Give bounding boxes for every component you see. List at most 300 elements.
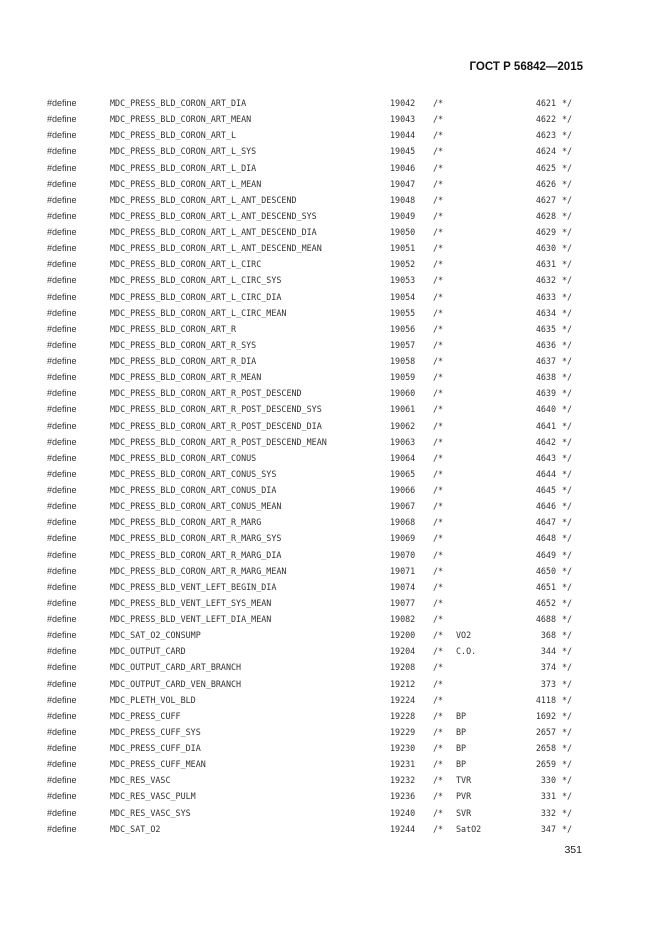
define-row bbox=[0, 176, 661, 192]
define-listing bbox=[0, 95, 661, 837]
term-code: 4624 bbox=[535, 146, 556, 157]
macro-code: 19043 bbox=[390, 114, 416, 125]
comment-open: /* bbox=[433, 791, 444, 802]
term-code: 344 bbox=[540, 646, 556, 657]
define-keyword: #define bbox=[47, 694, 77, 705]
comment-open: /* bbox=[433, 420, 444, 431]
define-row bbox=[0, 208, 661, 224]
define-keyword: #define bbox=[47, 243, 77, 254]
define-row bbox=[0, 772, 661, 788]
comment-open: /* bbox=[433, 485, 444, 495]
term-code: 4626 bbox=[535, 178, 556, 189]
define-keyword: #define bbox=[47, 775, 77, 786]
comment-close: */ bbox=[562, 323, 573, 334]
macro-name: MDC_PRESS_BLD_CORON_ART_R_MARG_MEAN bbox=[110, 565, 287, 576]
macro-name: MDC_PRESS_BLD_VENT_LEFT_DIA_MEAN bbox=[110, 614, 272, 624]
macro-name: MDC_PRESS_CUFF_MEAN bbox=[110, 759, 206, 770]
term-code: 4688 bbox=[535, 614, 556, 624]
comment-open: /* bbox=[433, 114, 444, 125]
comment-open: /* bbox=[433, 259, 444, 270]
define-keyword: #define bbox=[47, 468, 77, 479]
define-keyword: #define bbox=[47, 436, 77, 447]
macro-code: 19200 bbox=[390, 630, 416, 641]
term-code: 1692 bbox=[535, 710, 556, 721]
comment-open: /* bbox=[433, 436, 444, 447]
macro-name: MDC_PRESS_BLD_CORON_ART_R_MARG_DIA bbox=[110, 549, 282, 560]
define-keyword: #define bbox=[47, 291, 77, 302]
comment-close: */ bbox=[562, 501, 573, 512]
macro-name: MDC_PRESS_BLD_CORON_ART_DIA bbox=[110, 98, 247, 108]
macro-code: 19071 bbox=[390, 565, 416, 576]
macro-name: MDC_OUTPUT_CARD_ART_BRANCH bbox=[110, 662, 242, 673]
comment-open: /* bbox=[433, 517, 444, 528]
term-code: 4640 bbox=[535, 404, 556, 415]
macro-code: 19074 bbox=[390, 581, 416, 592]
define-row bbox=[0, 563, 661, 579]
define-row bbox=[0, 369, 661, 385]
comment-open: /* bbox=[433, 227, 444, 237]
macro-code: 19046 bbox=[390, 162, 416, 173]
define-keyword: #define bbox=[47, 710, 77, 721]
term-code: 2659 bbox=[535, 759, 556, 770]
comment-open: /* bbox=[433, 291, 444, 302]
comment-open: /* bbox=[433, 646, 444, 657]
macro-name: MDC_PRESS_BLD_CORON_ART_R_MEAN bbox=[110, 372, 262, 383]
comment-close: */ bbox=[562, 517, 573, 528]
define-keyword: #define bbox=[47, 678, 77, 689]
term-code: 4641 bbox=[535, 420, 556, 431]
comment-close: */ bbox=[562, 468, 573, 479]
comment-open: /* bbox=[433, 339, 444, 350]
comment-open: /* bbox=[433, 614, 444, 624]
define-keyword: #define bbox=[47, 356, 77, 366]
macro-code: 19050 bbox=[390, 227, 416, 237]
macro-code: 19224 bbox=[390, 694, 416, 705]
macro-name: MDC_PRESS_BLD_CORON_ART_CONUS bbox=[110, 452, 257, 463]
macro-name: MDC_PRESS_BLD_CORON_ART_L_ANT_DESCEND_SYS bbox=[110, 210, 317, 221]
define-keyword: #define bbox=[47, 323, 77, 334]
macro-name: MDC_PRESS_BLD_CORON_ART_R_DIA bbox=[110, 356, 257, 366]
term-code: 4646 bbox=[535, 501, 556, 512]
define-row bbox=[0, 272, 661, 288]
define-keyword: #define bbox=[47, 98, 77, 108]
macro-name: MDC_PRESS_BLD_CORON_ART_L_SYS bbox=[110, 146, 257, 157]
macro-name: MDC_SAT_O2 bbox=[110, 823, 161, 834]
comment-close: */ bbox=[562, 162, 573, 173]
define-keyword: #define bbox=[47, 162, 77, 173]
term-code: 4652 bbox=[535, 597, 556, 608]
term-code: 4633 bbox=[535, 291, 556, 302]
define-keyword: #define bbox=[47, 823, 77, 834]
term-code: 4629 bbox=[535, 227, 556, 237]
term-code: 4638 bbox=[535, 372, 556, 383]
macro-name: MDC_PRESS_CUFF_SYS bbox=[110, 726, 201, 737]
term-code: 4118 bbox=[535, 694, 556, 705]
comment-open: /* bbox=[433, 162, 444, 173]
define-keyword: #define bbox=[47, 404, 77, 415]
document-header: ГОСТ Р 56842—2015 bbox=[469, 61, 583, 73]
comment-open: /* bbox=[433, 388, 444, 399]
comment-close: */ bbox=[562, 178, 573, 189]
define-keyword: #define bbox=[47, 533, 77, 544]
comment-close: */ bbox=[562, 356, 573, 366]
define-row bbox=[0, 514, 661, 530]
macro-code: 19212 bbox=[390, 678, 416, 689]
macro-name: MDC_PRESS_BLD_CORON_ART_R_SYS bbox=[110, 339, 257, 350]
comment-close: */ bbox=[562, 565, 573, 576]
comment-close: */ bbox=[562, 243, 573, 254]
define-keyword: #define bbox=[47, 791, 77, 802]
term-code: 4650 bbox=[535, 565, 556, 576]
comment-open: /* bbox=[433, 549, 444, 560]
macro-code: 19058 bbox=[390, 356, 416, 366]
define-row bbox=[0, 240, 661, 256]
comment-close: */ bbox=[562, 775, 573, 786]
macro-code: 19062 bbox=[390, 420, 416, 431]
define-row bbox=[0, 143, 661, 159]
comment-close: */ bbox=[562, 614, 573, 624]
macro-code: 19053 bbox=[390, 275, 416, 286]
macro-code: 19229 bbox=[390, 726, 416, 737]
macro-name: MDC_PRESS_BLD_CORON_ART_L_CIRC_SYS bbox=[110, 275, 282, 286]
define-keyword: #define bbox=[47, 565, 77, 576]
term-code: 4637 bbox=[535, 356, 556, 366]
define-row bbox=[0, 450, 661, 466]
macro-name: MDC_PRESS_BLD_CORON_ART_R_POST_DESCEND_SYS bbox=[110, 404, 322, 415]
comment-close: */ bbox=[562, 259, 573, 270]
comment-close: */ bbox=[562, 710, 573, 721]
define-keyword: #define bbox=[47, 662, 77, 673]
macro-name: MDC_OUTPUT_CARD bbox=[110, 646, 186, 657]
comment-close: */ bbox=[562, 791, 573, 802]
term-code: 374 bbox=[540, 662, 556, 673]
macro-name: MDC_PRESS_BLD_CORON_ART_L_ANT_DESCEND_DIA bbox=[110, 227, 317, 237]
comment-close: */ bbox=[562, 388, 573, 399]
abbreviation: TVR bbox=[456, 775, 472, 786]
term-code: 2658 bbox=[535, 743, 556, 753]
define-keyword: #define bbox=[47, 549, 77, 560]
macro-code: 19068 bbox=[390, 517, 416, 528]
define-keyword: #define bbox=[47, 807, 77, 818]
macro-code: 19230 bbox=[390, 743, 416, 753]
define-row bbox=[0, 466, 661, 482]
macro-name: MDC_PRESS_BLD_CORON_ART_L bbox=[110, 130, 237, 141]
define-row bbox=[0, 676, 661, 692]
term-code: 4622 bbox=[535, 114, 556, 125]
comment-open: /* bbox=[433, 581, 444, 592]
abbreviation: SatO2 bbox=[456, 823, 482, 834]
define-row bbox=[0, 643, 661, 659]
macro-code: 19055 bbox=[390, 307, 416, 318]
define-keyword: #define bbox=[47, 388, 77, 399]
term-code: 330 bbox=[540, 775, 556, 786]
define-keyword: #define bbox=[47, 259, 77, 270]
comment-open: /* bbox=[433, 823, 444, 834]
define-row bbox=[0, 724, 661, 740]
macro-name: MDC_PRESS_BLD_CORON_ART_MEAN bbox=[110, 114, 252, 125]
abbreviation: SVR bbox=[456, 807, 472, 818]
comment-close: */ bbox=[562, 743, 573, 753]
define-row bbox=[0, 192, 661, 208]
define-row bbox=[0, 337, 661, 353]
abbreviation: BP bbox=[456, 759, 467, 770]
macro-name: MDC_PRESS_BLD_CORON_ART_L_ANT_DESCEND_MEAN bbox=[110, 243, 322, 254]
macro-name: MDC_PRESS_BLD_CORON_ART_R_POST_DESCEND_MEAN bbox=[110, 436, 327, 447]
macro-code: 19049 bbox=[390, 210, 416, 221]
define-keyword: #define bbox=[47, 146, 77, 157]
comment-close: */ bbox=[562, 275, 573, 286]
define-keyword: #define bbox=[47, 307, 77, 318]
term-code: 4644 bbox=[535, 468, 556, 479]
define-keyword: #define bbox=[47, 581, 77, 592]
macro-name: MDC_PRESS_BLD_CORON_ART_R bbox=[110, 323, 237, 334]
define-keyword: #define bbox=[47, 614, 77, 624]
term-code: 4627 bbox=[535, 194, 556, 205]
comment-open: /* bbox=[433, 662, 444, 673]
macro-code: 19069 bbox=[390, 533, 416, 544]
abbreviation: C.O. bbox=[456, 646, 477, 657]
define-row bbox=[0, 498, 661, 514]
comment-close: */ bbox=[562, 630, 573, 641]
comment-open: /* bbox=[433, 694, 444, 705]
term-code: 347 bbox=[540, 823, 556, 834]
term-code: 4634 bbox=[535, 307, 556, 318]
define-keyword: #define bbox=[47, 130, 77, 141]
define-row bbox=[0, 756, 661, 772]
comment-close: */ bbox=[562, 452, 573, 463]
define-keyword: #define bbox=[47, 420, 77, 431]
macro-name: MDC_PRESS_BLD_CORON_ART_CONUS_DIA bbox=[110, 485, 277, 495]
macro-code: 19077 bbox=[390, 597, 416, 608]
define-row bbox=[0, 611, 661, 627]
define-row bbox=[0, 434, 661, 450]
comment-close: */ bbox=[562, 339, 573, 350]
comment-open: /* bbox=[433, 372, 444, 383]
comment-open: /* bbox=[433, 710, 444, 721]
comment-open: /* bbox=[433, 468, 444, 479]
term-code: 4649 bbox=[535, 549, 556, 560]
comment-open: /* bbox=[433, 323, 444, 334]
define-row bbox=[0, 579, 661, 595]
macro-code: 19048 bbox=[390, 194, 416, 205]
define-row bbox=[0, 160, 661, 176]
define-row bbox=[0, 530, 661, 546]
comment-close: */ bbox=[562, 549, 573, 560]
comment-open: /* bbox=[433, 807, 444, 818]
comment-open: /* bbox=[433, 178, 444, 189]
term-code: 4631 bbox=[535, 259, 556, 270]
macro-code: 19236 bbox=[390, 791, 416, 802]
abbreviation: BP bbox=[456, 710, 467, 721]
macro-code: 19042 bbox=[390, 98, 416, 108]
macro-name: MDC_PRESS_CUFF_DIA bbox=[110, 743, 201, 753]
define-keyword: #define bbox=[47, 178, 77, 189]
macro-code: 19228 bbox=[390, 710, 416, 721]
define-row bbox=[0, 805, 661, 821]
define-row bbox=[0, 740, 661, 756]
macro-name: MDC_RES_VASC_PULM bbox=[110, 791, 196, 802]
define-keyword: #define bbox=[47, 517, 77, 528]
abbreviation: BP bbox=[456, 726, 467, 737]
define-keyword: #define bbox=[47, 485, 77, 495]
term-code: 4630 bbox=[535, 243, 556, 254]
macro-name: MDC_PRESS_BLD_CORON_ART_R_POST_DESCEND_DIA bbox=[110, 420, 322, 431]
comment-open: /* bbox=[433, 130, 444, 141]
macro-name: MDC_PRESS_BLD_CORON_ART_L_CIRC bbox=[110, 259, 262, 270]
macro-name: MDC_PRESS_BLD_CORON_ART_CONUS_MEAN bbox=[110, 501, 282, 512]
define-keyword: #define bbox=[47, 194, 77, 205]
define-row bbox=[0, 256, 661, 272]
comment-close: */ bbox=[562, 726, 573, 737]
macro-code: 19047 bbox=[390, 178, 416, 189]
macro-name: MDC_SAT_O2_CONSUMP bbox=[110, 630, 201, 641]
macro-code: 19082 bbox=[390, 614, 416, 624]
term-code: 4636 bbox=[535, 339, 556, 350]
macro-name: MDC_RES_VASC_SYS bbox=[110, 807, 191, 818]
comment-open: /* bbox=[433, 210, 444, 221]
macro-code: 19070 bbox=[390, 549, 416, 560]
macro-code: 19054 bbox=[390, 291, 416, 302]
define-keyword: #define bbox=[47, 630, 77, 641]
macro-code: 19061 bbox=[390, 404, 416, 415]
comment-close: */ bbox=[562, 485, 573, 495]
define-row bbox=[0, 482, 661, 498]
comment-close: */ bbox=[562, 210, 573, 221]
define-keyword: #define bbox=[47, 646, 77, 657]
macro-name: MDC_PRESS_BLD_CORON_ART_R_MARG_SYS bbox=[110, 533, 282, 544]
comment-open: /* bbox=[433, 597, 444, 608]
define-keyword: #define bbox=[47, 597, 77, 608]
comment-close: */ bbox=[562, 678, 573, 689]
define-keyword: #define bbox=[47, 743, 77, 753]
define-row bbox=[0, 821, 661, 837]
macro-code: 19060 bbox=[390, 388, 416, 399]
comment-close: */ bbox=[562, 130, 573, 141]
define-row bbox=[0, 659, 661, 675]
define-keyword: #define bbox=[47, 759, 77, 770]
comment-open: /* bbox=[433, 533, 444, 544]
macro-code: 19063 bbox=[390, 436, 416, 447]
comment-open: /* bbox=[433, 565, 444, 576]
define-keyword: #define bbox=[47, 501, 77, 512]
abbreviation: VO2 bbox=[456, 630, 472, 641]
define-row bbox=[0, 547, 661, 563]
term-code: 4645 bbox=[535, 485, 556, 495]
comment-close: */ bbox=[562, 307, 573, 318]
comment-open: /* bbox=[433, 243, 444, 254]
term-code: 368 bbox=[540, 630, 556, 641]
comment-open: /* bbox=[433, 630, 444, 641]
macro-name: MDC_PRESS_BLD_CORON_ART_R_MARG bbox=[110, 517, 262, 528]
define-row bbox=[0, 418, 661, 434]
comment-open: /* bbox=[433, 98, 444, 108]
term-code: 4647 bbox=[535, 517, 556, 528]
define-keyword: #define bbox=[47, 452, 77, 463]
comment-open: /* bbox=[433, 194, 444, 205]
macro-name: MDC_PRESS_BLD_VENT_LEFT_SYS_MEAN bbox=[110, 597, 272, 608]
macro-name: MDC_PRESS_CUFF bbox=[110, 710, 181, 721]
comment-open: /* bbox=[433, 452, 444, 463]
macro-code: 19066 bbox=[390, 485, 416, 495]
macro-code: 19052 bbox=[390, 259, 416, 270]
define-keyword: #define bbox=[47, 726, 77, 737]
define-row bbox=[0, 627, 661, 643]
define-row bbox=[0, 127, 661, 143]
define-row bbox=[0, 305, 661, 321]
macro-code: 19057 bbox=[390, 339, 416, 350]
term-code: 2657 bbox=[535, 726, 556, 737]
comment-close: */ bbox=[562, 694, 573, 705]
macro-code: 19051 bbox=[390, 243, 416, 254]
macro-code: 19231 bbox=[390, 759, 416, 770]
comment-open: /* bbox=[433, 356, 444, 366]
term-code: 331 bbox=[540, 791, 556, 802]
macro-name: MDC_RES_VASC bbox=[110, 775, 171, 786]
term-code: 4625 bbox=[535, 162, 556, 173]
define-row bbox=[0, 692, 661, 708]
define-row bbox=[0, 708, 661, 724]
macro-code: 19208 bbox=[390, 662, 416, 673]
comment-open: /* bbox=[433, 775, 444, 786]
macro-name: MDC_PRESS_BLD_CORON_ART_CONUS_SYS bbox=[110, 468, 277, 479]
comment-close: */ bbox=[562, 581, 573, 592]
macro-code: 19059 bbox=[390, 372, 416, 383]
define-keyword: #define bbox=[47, 372, 77, 383]
comment-open: /* bbox=[433, 501, 444, 512]
macro-name: MDC_PLETH_VOL_BLD bbox=[110, 694, 196, 705]
define-row bbox=[0, 95, 661, 111]
macro-code: 19065 bbox=[390, 468, 416, 479]
comment-close: */ bbox=[562, 759, 573, 770]
comment-open: /* bbox=[433, 404, 444, 415]
comment-close: */ bbox=[562, 227, 573, 237]
comment-close: */ bbox=[562, 807, 573, 818]
define-row bbox=[0, 111, 661, 127]
abbreviation: PVR bbox=[456, 791, 472, 802]
define-keyword: #define bbox=[47, 275, 77, 286]
comment-close: */ bbox=[562, 597, 573, 608]
comment-close: */ bbox=[562, 662, 573, 673]
comment-close: */ bbox=[562, 372, 573, 383]
term-code: 4632 bbox=[535, 275, 556, 286]
macro-code: 19232 bbox=[390, 775, 416, 786]
macro-name: MDC_PRESS_BLD_CORON_ART_L_MEAN bbox=[110, 178, 262, 189]
macro-code: 19064 bbox=[390, 452, 416, 463]
macro-name: MDC_PRESS_BLD_CORON_ART_L_CIRC_DIA bbox=[110, 291, 282, 302]
define-keyword: #define bbox=[47, 339, 77, 350]
comment-close: */ bbox=[562, 436, 573, 447]
comment-close: */ bbox=[562, 98, 573, 108]
term-code: 4642 bbox=[535, 436, 556, 447]
macro-code: 19067 bbox=[390, 501, 416, 512]
macro-code: 19056 bbox=[390, 323, 416, 334]
define-row bbox=[0, 289, 661, 305]
macro-name: MDC_PRESS_BLD_CORON_ART_L_ANT_DESCEND bbox=[110, 194, 297, 205]
comment-open: /* bbox=[433, 307, 444, 318]
term-code: 4639 bbox=[535, 388, 556, 399]
page-number: 351 bbox=[564, 844, 582, 856]
define-row bbox=[0, 788, 661, 804]
term-code: 4628 bbox=[535, 210, 556, 221]
define-keyword: #define bbox=[47, 227, 77, 237]
term-code: 332 bbox=[540, 807, 556, 818]
comment-open: /* bbox=[433, 726, 444, 737]
define-row bbox=[0, 595, 661, 611]
comment-open: /* bbox=[433, 759, 444, 770]
comment-close: */ bbox=[562, 404, 573, 415]
comment-close: */ bbox=[562, 114, 573, 125]
define-row bbox=[0, 401, 661, 417]
